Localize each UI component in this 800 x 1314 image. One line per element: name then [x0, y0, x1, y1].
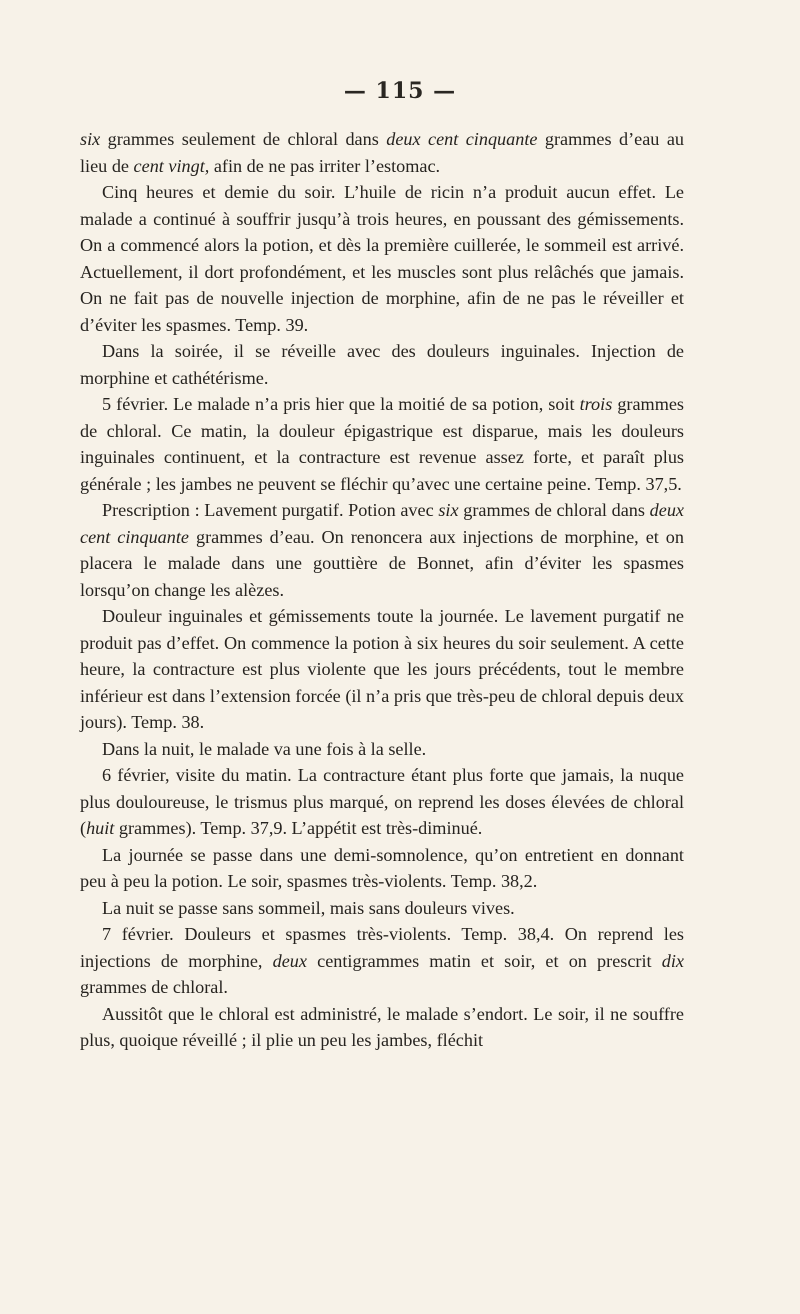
paragraph	[80, 391, 684, 497]
italic-text-run: dix	[661, 950, 684, 971]
text-run: 5 février. Le malade n’a pris hier que la moitié de sa potion, soit	[102, 394, 580, 414]
text-run: grammes de chloral dans	[458, 500, 650, 520]
italic-text-run: deux cent cinquante	[80, 500, 684, 547]
body-text	[80, 126, 684, 1054]
paragraph	[80, 603, 684, 736]
italic-text-run: deux cent cinquante	[386, 129, 538, 149]
text-run: Douleur inguinales et gémissements toute la journée. Le lavement purgatif ne produit pas d’effet. On commence la potion à six heures du soir seulement. A cette heure, la contracture est plus violente que les jours précédents, tout le membre inférieur est dans l’extension forcée (il n’a pris que très-peu de chloral depuis deux jours). Temp. 38.	[80, 606, 684, 732]
paragraph	[80, 1001, 684, 1054]
paragraph	[80, 736, 684, 763]
text-run: La journée se passe dans une demi-somnolence, qu’on entretient en donnant peu à peu la potion. Le soir, spasmes très-violents. Temp. 38,2.	[80, 844, 684, 891]
paragraph	[80, 921, 684, 1001]
paragraph	[80, 842, 684, 895]
paragraph	[80, 338, 684, 391]
italic-text-run: cent vingt,	[133, 155, 210, 176]
text-run: 7 février. Douleurs et spasmes très-violents. Temp. 38,4. On reprend les injections de morphine,	[80, 924, 684, 971]
page-number: — 115 —	[343, 78, 457, 104]
text-run: Aussitôt que le chloral est administré, le malade s’endort. Le soir, il ne souffre plus, quoique réveillé ; il plie un peu les jambes, fléchit	[80, 1003, 684, 1050]
text-run: afin de ne pas irriter l’estomac.	[209, 155, 441, 176]
text-run: centigrammes matin et soir, et on prescrit	[306, 950, 662, 971]
paragraph	[80, 497, 684, 603]
italic-text-run: huit	[86, 818, 115, 838]
text-run: 6 février, visite du matin. La contracture étant plus forte que jamais, la nuque plus douloureuse, le trismus plus marqué, on reprend les doses élevées de chloral (	[80, 765, 684, 838]
paragraph	[80, 762, 684, 842]
text-run: La nuit se passe sans sommeil, mais sans douleurs vives.	[102, 897, 515, 918]
text-run: Cinq heures et demie du soir. L’huile de ricin n’a produit aucun effet. Le malade a continué à souffrir jusqu’à trois heures, en poussant des gémissements. On a commencé alors la potion, et dès la première cuillerée, le sommeil est arrivé. Actuellement, il dort profondément, et les muscles sont plus relâchés que jamais. On ne fait pas de nouvelle injection de morphine, afin de ne pas le réveiller et d’éviter les spasmes. Temp. 39.	[80, 182, 684, 335]
text-run: Dans la nuit, le malade va une fois à la selle.	[102, 738, 427, 759]
italic-text-run: trois	[579, 394, 613, 414]
paragraph	[80, 179, 684, 338]
text-run: grammes seulement de chloral dans	[100, 129, 387, 149]
text-run: grammes d’eau. On renoncera aux injections de morphine, et on placera le malade dans une gouttière de Bonnet, afin d’éviter les spasmes lorsqu’on change les alèzes.	[80, 526, 684, 600]
paragraph	[80, 895, 684, 922]
text-run: Dans la soirée, il se réveille avec des douleurs inguinales. Injection de morphine et cathétérisme.	[80, 341, 684, 388]
text-run: grammes d’eau au lieu de	[80, 129, 684, 176]
text-run: grammes de chloral. Ce matin, la douleur épigastrique est disparue, mais les douleurs inguinales continuent, et la contracture est revenue assez forte, et paraît plus générale ; les jambes ne peuvent se fléchir qu’avec une certaine peine. Temp. 37,5.	[80, 394, 684, 494]
italic-text-run: six	[80, 129, 101, 149]
text-run: grammes). Temp. 37,9. L’appétit est très-diminué.	[114, 818, 483, 838]
text-run: Prescription : Lavement purgatif. Potion avec	[102, 500, 439, 520]
text-run: grammes de chloral.	[80, 977, 228, 997]
italic-text-run: six	[438, 500, 459, 520]
paragraph	[80, 126, 684, 179]
italic-text-run: deux	[272, 950, 307, 971]
